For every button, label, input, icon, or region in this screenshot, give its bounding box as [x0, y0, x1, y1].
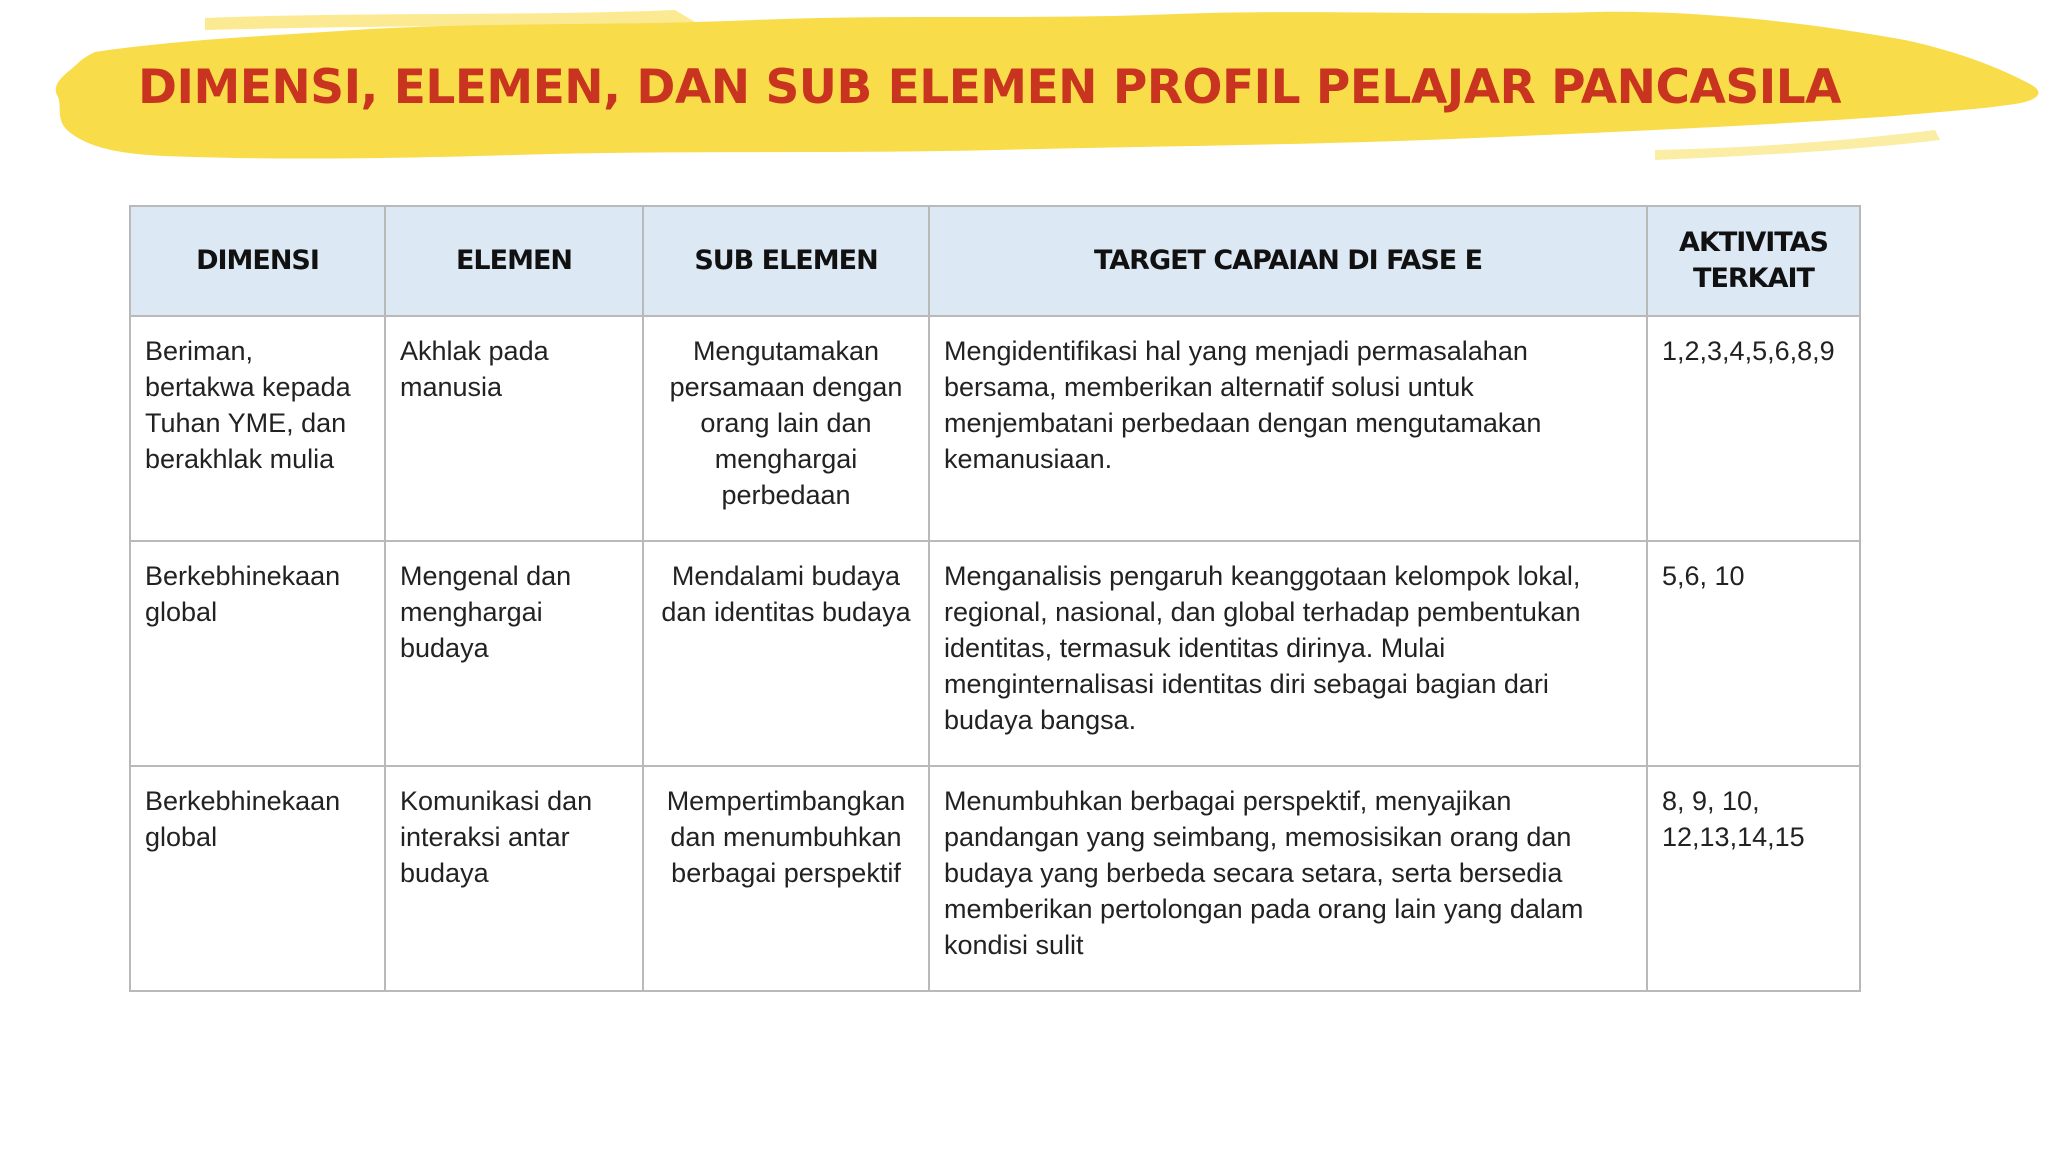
header-elemen: ELEMEN [385, 206, 643, 316]
cell-target: Menganalisis pengaruh keanggotaan kelompok lokal, regional, nasional, dan global terhadap pembentukan identitas, termasuk identitas dirinya. Mulai menginternalisasi identitas diri sebagai bagian dari budaya bangsa. [929, 541, 1647, 766]
cell-dimensi: Beriman, bertakwa kepada Tuhan YME, dan berakhlak mulia [130, 316, 385, 541]
header-aktivitas-terkait: AKTIVITAS TERKAIT [1647, 206, 1860, 316]
table-row [130, 766, 1860, 991]
cell-dimensi: Berkebhinekaan global [130, 766, 385, 991]
cell-aktivitas: 1,2,3,4,5,6,8,9 [1647, 316, 1860, 541]
profile-table [129, 205, 1861, 992]
page-title: DIMENSI, ELEMEN, DAN SUB ELEMEN PROFIL PELAJAR PANCASILA [138, 60, 1842, 115]
cell-elemen: Akhlak pada manusia [385, 316, 643, 541]
header-sub-elemen: SUB ELEMEN [643, 206, 929, 316]
cell-target: Mengidentifikasi hal yang menjadi permasalahan bersama, memberikan alternatif solusi untuk menjembatani perbedaan dengan mengutamakan kemanusiaan. [929, 316, 1647, 541]
cell-sub-elemen: Mempertimbangkan dan menumbuhkan berbagai perspektif [643, 766, 929, 991]
table-row [130, 316, 1860, 541]
table-header-row [130, 206, 1860, 316]
header-dimensi: DIMENSI [130, 206, 385, 316]
header-target-capaian: TARGET CAPAIAN DI FASE E [929, 206, 1647, 316]
cell-aktivitas: 8, 9, 10, 12,13,14,15 [1647, 766, 1860, 991]
cell-target: Menumbuhkan berbagai perspektif, menyajikan pandangan yang seimbang, memosisikan orang dan budaya yang berbeda secara setara, serta bersedia memberikan pertolongan pada orang lain yang dalam kondisi sulit [929, 766, 1647, 991]
cell-sub-elemen: Mendalami budaya dan identitas budaya [643, 541, 929, 766]
table-row [130, 541, 1860, 766]
cell-elemen: Komunikasi dan interaksi antar budaya [385, 766, 643, 991]
cell-elemen: Mengenal dan menghargai budaya [385, 541, 643, 766]
cell-sub-elemen: Mengutamakan persamaan dengan orang lain dan menghargai perbedaan [643, 316, 929, 541]
cell-aktivitas: 5,6, 10 [1647, 541, 1860, 766]
cell-dimensi: Berkebhinekaan global [130, 541, 385, 766]
